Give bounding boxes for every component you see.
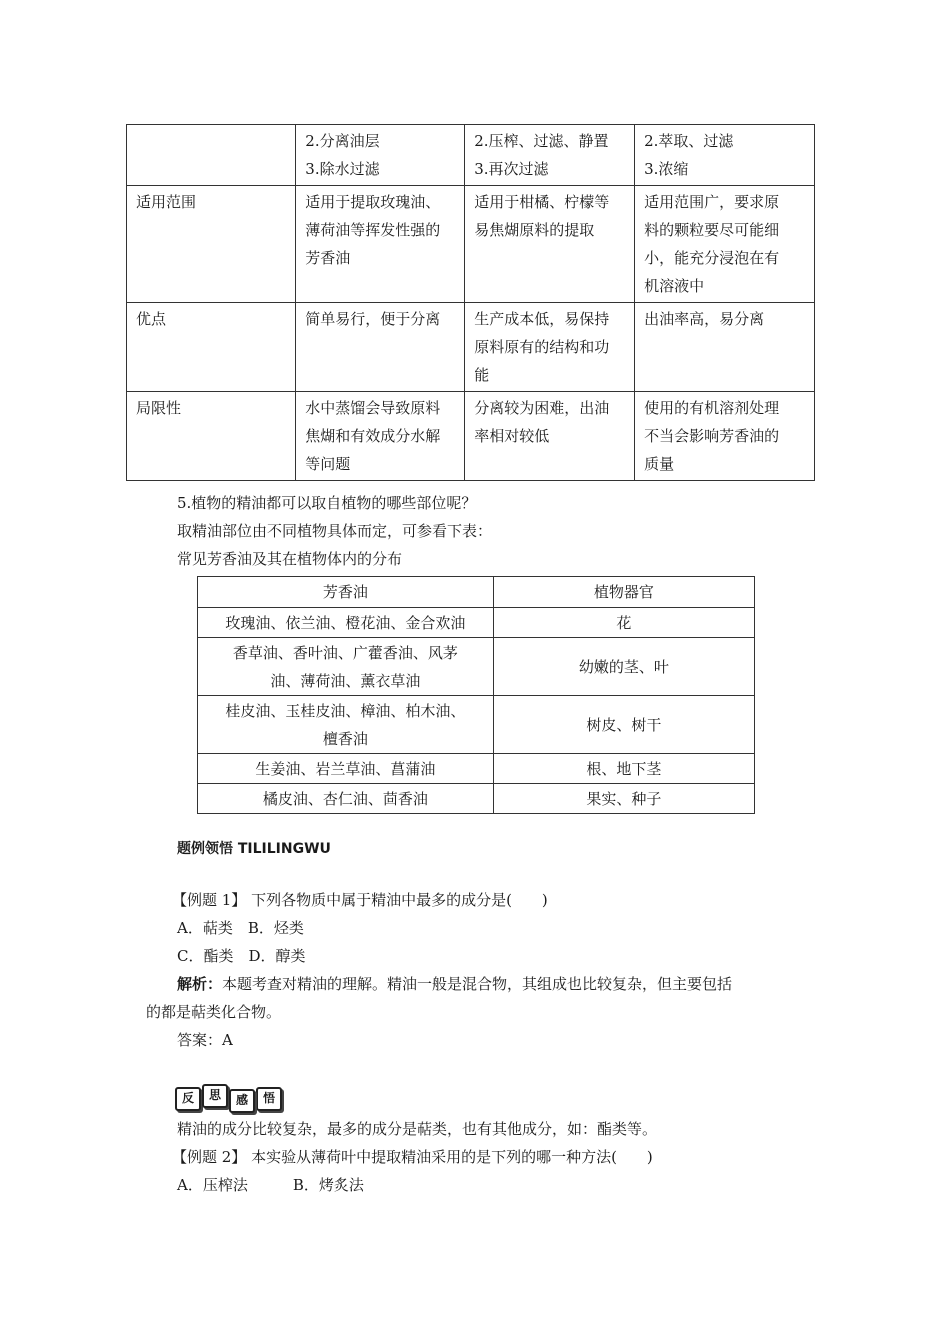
method-table-row [127,303,815,392]
oil-names-cell [198,784,494,814]
extraction-method-table [126,124,815,481]
header-plant-organ: 植物器官 [493,577,754,608]
example-2-stem: 【例题 2】 本实验从薄荷叶中提取精油采用的是下列的哪一种方法( ) [172,1148,653,1166]
method-table-cell [296,125,465,186]
oil-names-cell [198,638,494,696]
plant-organ-cell: 树皮、树干 [493,696,754,754]
oil-names-line: 橘皮油、杏仁油、茴香油 [262,789,428,808]
method-table-cell [465,392,635,481]
reflect-char-2: 思 [202,1084,228,1108]
method-table-cell [465,125,635,186]
reflect-char-3: 感 [229,1089,255,1113]
plant-organ-cell: 根、地下茎 [493,754,754,784]
cell-line: 2.萃取、过滤 [644,132,734,150]
oil-table-title: 常见芳香油及其在植物体内的分布 [177,550,403,568]
cell-line: 2.压榨、过滤、静置 [474,132,609,150]
method-table-cell [635,392,815,481]
plant-organ-cell: 果实、种子 [493,784,754,814]
method-table-cell [635,303,815,392]
cell-line: 不当会影响芳香油的 [644,427,780,445]
reflect-char-4: 悟 [256,1087,282,1111]
cell-line: 率相对较低 [474,427,550,445]
analysis-text: 本题考查对精油的理解。精油一般是混合物，其组成也比较复杂，但主要包括 [222,975,733,993]
cell-line: 适用范围广，要求原 [644,193,780,211]
example-1-options-a-b: A．萜类 B．烃类 [177,919,304,937]
method-table-cell [296,392,465,481]
header-aromatic-oil: 芳香油 [198,577,494,608]
oil-table-row [198,608,755,638]
method-table-row-label [127,125,296,186]
method-table-row-label: 优点 [127,303,296,392]
method-table-row [127,392,815,481]
cell-line: 适用于柑橘、柠檬等 [474,193,610,211]
aromatic-oil-distribution-table [197,576,755,814]
example-2-options: A．压榨法 B．烤炙法 [177,1176,364,1194]
cell-line: 薄荷油等挥发性强的 [305,221,441,239]
oil-table-row [198,784,755,814]
cell-line: 机溶液中 [644,277,705,295]
cell-line: 等问题 [305,455,351,473]
example-1-stem: 【例题 1】 下列各物质中属于精油中最多的成分是( ) [172,891,548,909]
plant-organ-cell: 幼嫩的茎、叶 [493,638,754,696]
cell-line: 芳香油 [305,249,351,267]
cell-line: 小，能充分浸泡在有 [644,249,780,267]
example-1-options-c-d: C．酯类 D．醇类 [177,947,306,965]
question-5-answer: 取精油部位由不同植物具体而定，可参看下表： [177,522,493,540]
oil-table-row [198,696,755,754]
method-table-cell [635,125,815,186]
cell-line: 分离较为困难，出油 [474,399,610,417]
oil-names-cell [198,754,494,784]
example-1-answer: 答案：A [177,1031,233,1049]
oil-names-line: 香草油、香叶油、广藿香油、风茅 [232,643,458,662]
cell-line: 使用的有机溶剂处理 [644,399,780,417]
cell-line: 焦煳和有效成分水解 [305,427,441,445]
example-1-analysis [177,970,732,998]
analysis-label: 解析： [177,975,223,993]
cell-line: 适用于提取玫瑰油、 [305,193,441,211]
method-table-cell [465,303,635,392]
cell-line: 易焦煳原料的提取 [474,221,595,239]
cell-line: 简单易行，便于分离 [305,310,441,328]
method-table-cell [635,186,815,303]
cell-line: 2.分离油层 [305,132,380,150]
oil-names-line: 生姜油、岩兰草油、菖蒲油 [255,759,436,778]
cell-line: 能 [474,366,490,384]
method-table-cell [465,186,635,303]
question-5: 5.植物的精油都可以取自植物的哪些部位呢？ [177,494,477,512]
oil-names-line: 油、薄荷油、薰衣草油 [270,671,421,690]
oil-names-cell [198,696,494,754]
method-table-cell [296,186,465,303]
cell-line: 3.再次过滤 [474,160,549,178]
oil-table-row [198,638,755,696]
reflect-char-1: 反 [175,1087,201,1111]
cell-line: 原料原有的结构和功 [474,338,610,356]
method-table-row [127,125,815,186]
plant-organ-cell: 花 [493,608,754,638]
method-table-cell [296,303,465,392]
oil-table-row [198,754,755,784]
oil-table-header-row [198,577,755,608]
cell-line: 料的颗粒要尽可能细 [644,221,780,239]
oil-names-line: 桂皮油、玉桂皮油、樟油、柏木油、 [225,701,466,720]
cell-line: 水中蒸馏会导致原料 [305,399,441,417]
section-title: 题例领悟 TILILINGWU [177,841,331,857]
oil-names-cell [198,608,494,638]
example-1-analysis-continued: 的都是萜类化合物。 [146,1003,282,1021]
method-table-row-label: 适用范围 [127,186,296,303]
reflect-text: 精油的成分比较复杂，最多的成分是萜类，也有其他成分，如：酯类等。 [177,1120,658,1138]
method-table-row [127,186,815,303]
oil-names-line: 檀香油 [322,729,368,748]
method-table-row-label: 局限性 [127,392,296,481]
cell-line: 3.除水过滤 [305,160,380,178]
reflect-badge-icon [175,1087,282,1111]
cell-line: 3.浓缩 [644,160,689,178]
oil-names-line: 玫瑰油、依兰油、橙花油、金合欢油 [225,613,466,632]
cell-line: 生产成本低，易保持 [474,310,610,328]
cell-line: 出油率高，易分离 [644,310,765,328]
cell-line: 质量 [644,455,675,473]
